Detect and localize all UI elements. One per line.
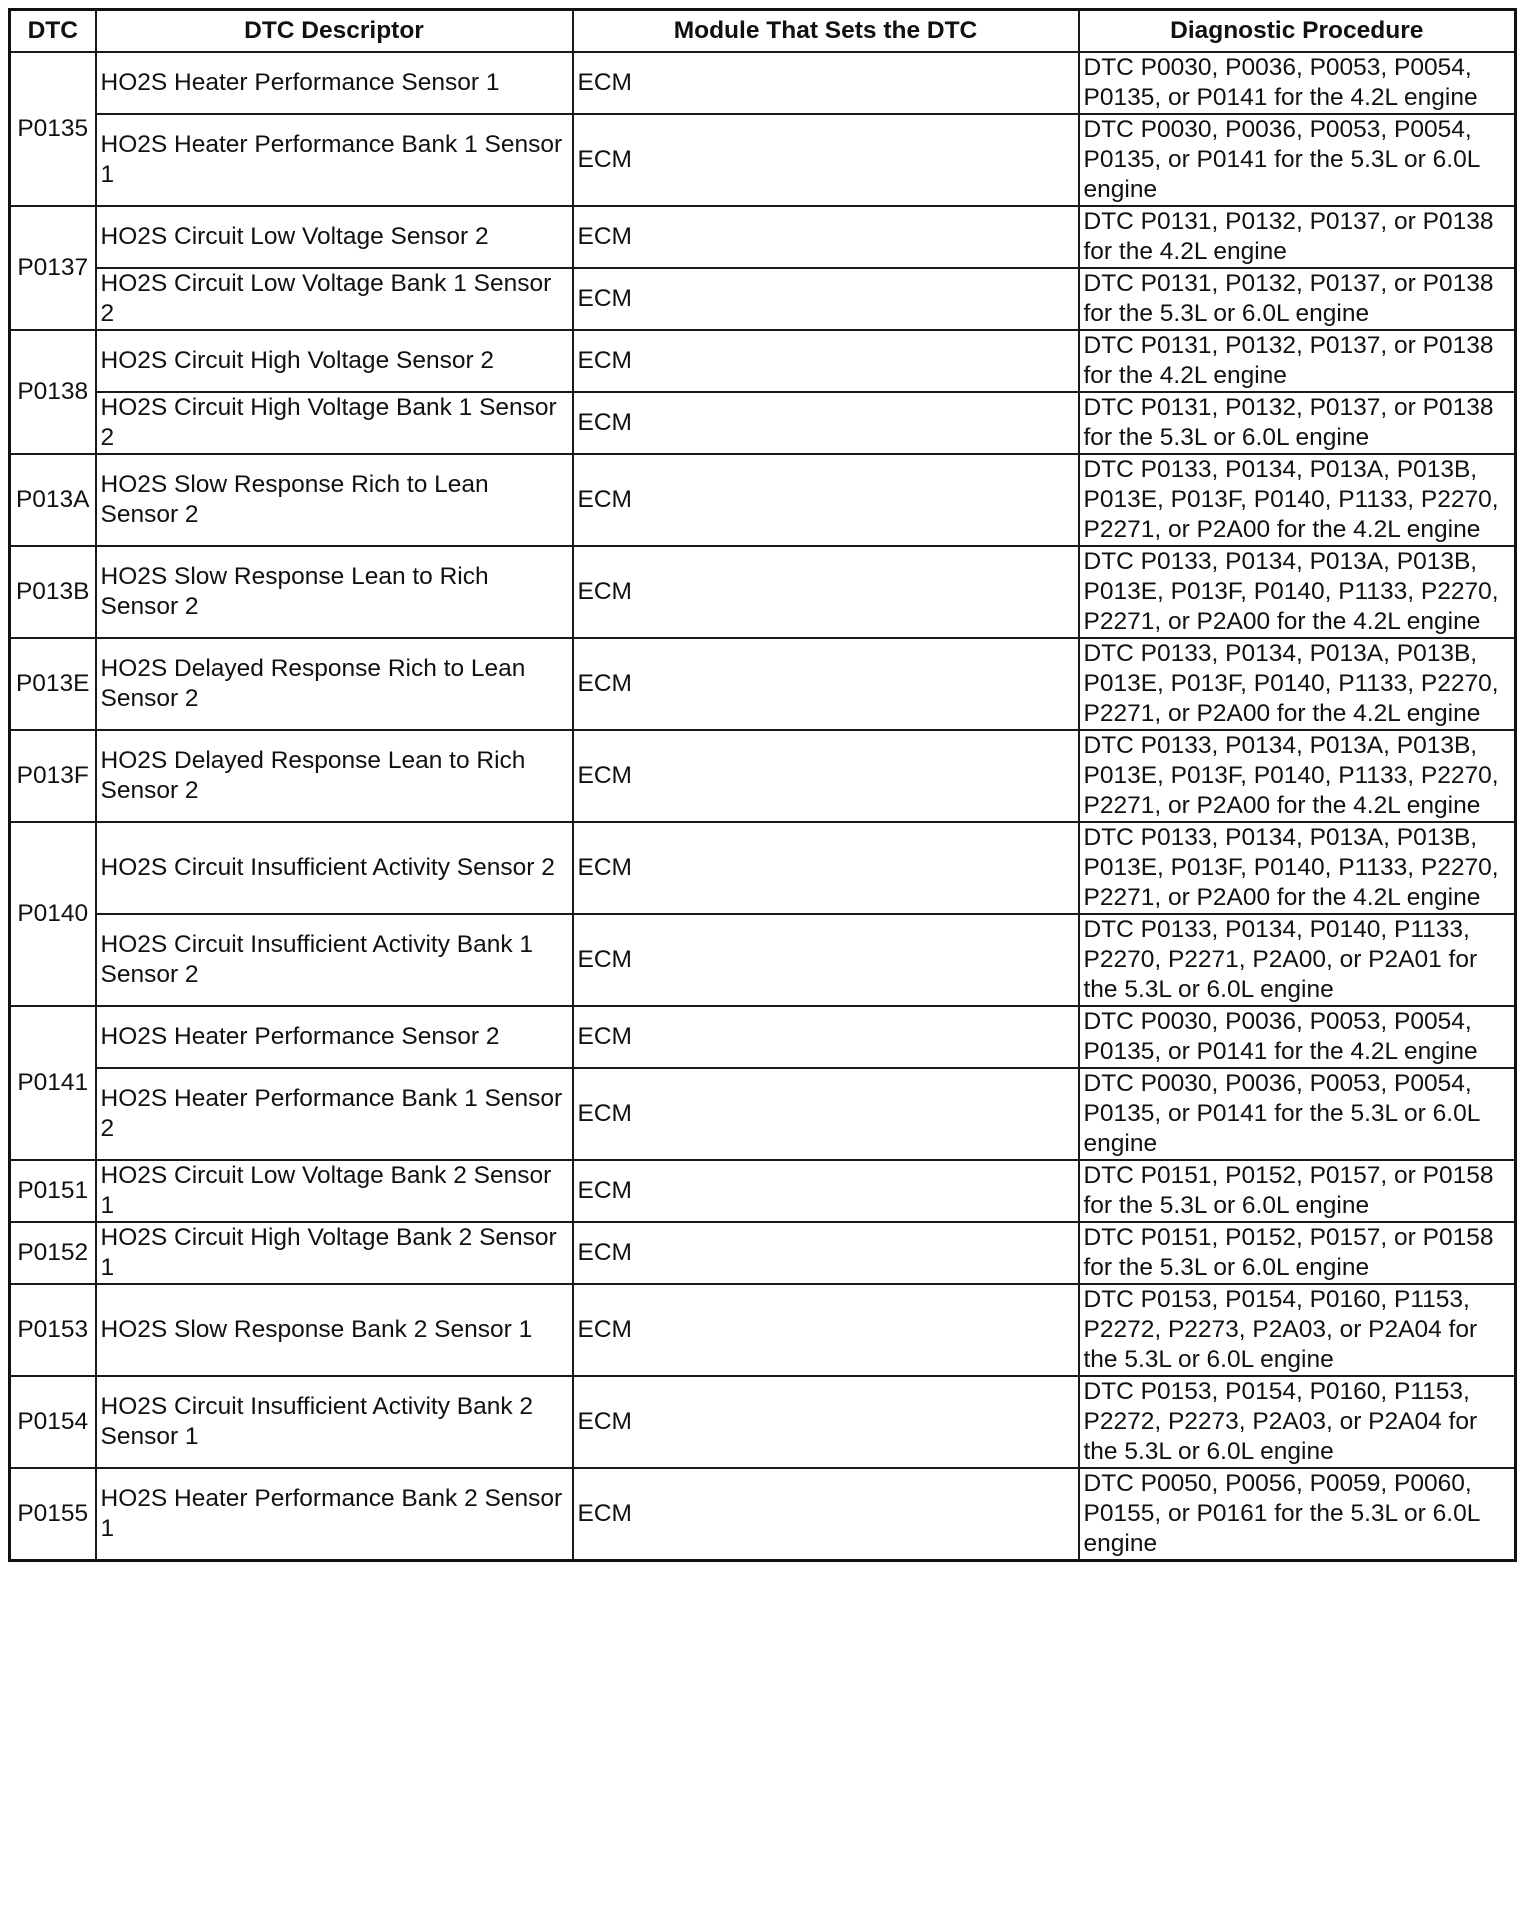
dtc-code-cell: P0137 bbox=[10, 206, 96, 330]
header-row bbox=[10, 10, 1516, 53]
module-cell: ECM bbox=[573, 1222, 1079, 1284]
diagnostic-procedure-cell: DTC P0030, P0036, P0053, P0054, P0135, or P0141 for the 4.2L engine bbox=[1079, 52, 1516, 114]
table-row bbox=[10, 1068, 1516, 1160]
dtc-code-cell: P0153 bbox=[10, 1284, 96, 1376]
module-cell: ECM bbox=[573, 730, 1079, 822]
dtc-descriptor-cell: HO2S Heater Performance Sensor 1 bbox=[96, 52, 573, 114]
module-cell: ECM bbox=[573, 822, 1079, 914]
dtc-descriptor-cell: HO2S Circuit Low Voltage Bank 2 Sensor 1 bbox=[96, 1160, 573, 1222]
table-row bbox=[10, 52, 1516, 114]
module-cell: ECM bbox=[573, 52, 1079, 114]
diagnostic-procedure-cell: DTC P0030, P0036, P0053, P0054, P0135, or P0141 for the 4.2L engine bbox=[1079, 1006, 1516, 1068]
diagnostic-procedure-cell: DTC P0153, P0154, P0160, P1153, P2272, P2273, P2A03, or P2A04 for the 5.3L or 6.0L engine bbox=[1079, 1376, 1516, 1468]
header-dtc-descriptor: DTC Descriptor bbox=[96, 10, 573, 53]
dtc-descriptor-cell: HO2S Circuit Insufficient Activity Bank 1 Sensor 2 bbox=[96, 914, 573, 1006]
dtc-descriptor-cell: HO2S Circuit Insufficient Activity Bank 2 Sensor 1 bbox=[96, 1376, 573, 1468]
diagnostic-procedure-cell: DTC P0050, P0056, P0059, P0060, P0155, or P0161 for the 5.3L or 6.0L engine bbox=[1079, 1468, 1516, 1561]
dtc-code-cell: P0151 bbox=[10, 1160, 96, 1222]
module-cell: ECM bbox=[573, 392, 1079, 454]
dtc-descriptor-cell: HO2S Delayed Response Rich to Lean Sensor 2 bbox=[96, 638, 573, 730]
table-row bbox=[10, 638, 1516, 730]
diagnostic-procedure-cell: DTC P0133, P0134, P0140, P1133, P2270, P2271, P2A00, or P2A01 for the 5.3L or 6.0L engine bbox=[1079, 914, 1516, 1006]
module-cell: ECM bbox=[573, 1006, 1079, 1068]
dtc-descriptor-cell: HO2S Circuit Low Voltage Bank 1 Sensor 2 bbox=[96, 268, 573, 330]
diagnostic-procedure-cell: DTC P0133, P0134, P013A, P013B, P013E, P013F, P0140, P1133, P2270, P2271, or P2A00 for the 4.2L engine bbox=[1079, 822, 1516, 914]
module-cell: ECM bbox=[573, 1284, 1079, 1376]
dtc-code-cell: P0140 bbox=[10, 822, 96, 1006]
module-cell: ECM bbox=[573, 114, 1079, 206]
dtc-code-cell: P0152 bbox=[10, 1222, 96, 1284]
table-body bbox=[10, 52, 1516, 1561]
dtc-code-cell: P013E bbox=[10, 638, 96, 730]
diagnostic-procedure-cell: DTC P0030, P0036, P0053, P0054, P0135, or P0141 for the 5.3L or 6.0L engine bbox=[1079, 114, 1516, 206]
module-cell: ECM bbox=[573, 206, 1079, 268]
dtc-code-cell: P013B bbox=[10, 546, 96, 638]
dtc-code-cell: P013F bbox=[10, 730, 96, 822]
diagnostic-procedure-cell: DTC P0151, P0152, P0157, or P0158 for the 5.3L or 6.0L engine bbox=[1079, 1222, 1516, 1284]
module-cell: ECM bbox=[573, 1376, 1079, 1468]
module-cell: ECM bbox=[573, 454, 1079, 546]
table-row bbox=[10, 330, 1516, 392]
table-row bbox=[10, 268, 1516, 330]
table-row bbox=[10, 1284, 1516, 1376]
module-cell: ECM bbox=[573, 268, 1079, 330]
table-row bbox=[10, 1160, 1516, 1222]
module-cell: ECM bbox=[573, 638, 1079, 730]
dtc-descriptor-cell: HO2S Slow Response Lean to Rich Sensor 2 bbox=[96, 546, 573, 638]
module-cell: ECM bbox=[573, 1160, 1079, 1222]
diagnostic-procedure-cell: DTC P0131, P0132, P0137, or P0138 for the 5.3L or 6.0L engine bbox=[1079, 392, 1516, 454]
dtc-descriptor-cell: HO2S Delayed Response Lean to Rich Sensor 2 bbox=[96, 730, 573, 822]
diagnostic-procedure-cell: DTC P0030, P0036, P0053, P0054, P0135, or P0141 for the 5.3L or 6.0L engine bbox=[1079, 1068, 1516, 1160]
table-row bbox=[10, 454, 1516, 546]
diagnostic-procedure-cell: DTC P0153, P0154, P0160, P1153, P2272, P2273, P2A03, or P2A04 for the 5.3L or 6.0L engine bbox=[1079, 1284, 1516, 1376]
dtc-descriptor-cell: HO2S Circuit High Voltage Bank 1 Sensor 2 bbox=[96, 392, 573, 454]
table-row bbox=[10, 206, 1516, 268]
diagnostic-procedure-cell: DTC P0131, P0132, P0137, or P0138 for the 4.2L engine bbox=[1079, 206, 1516, 268]
dtc-code-cell: P0154 bbox=[10, 1376, 96, 1468]
header-dtc: DTC bbox=[10, 10, 96, 53]
dtc-code-cell: P0155 bbox=[10, 1468, 96, 1561]
table-row bbox=[10, 1468, 1516, 1561]
table-row bbox=[10, 1006, 1516, 1068]
table-row bbox=[10, 1376, 1516, 1468]
module-cell: ECM bbox=[573, 1468, 1079, 1561]
dtc-descriptor-cell: HO2S Circuit High Voltage Bank 2 Sensor 1 bbox=[96, 1222, 573, 1284]
table-row bbox=[10, 114, 1516, 206]
diagnostic-procedure-cell: DTC P0133, P0134, P013A, P013B, P013E, P013F, P0140, P1133, P2270, P2271, or P2A00 for the 4.2L engine bbox=[1079, 730, 1516, 822]
dtc-descriptor-cell: HO2S Circuit Insufficient Activity Sensor 2 bbox=[96, 822, 573, 914]
dtc-descriptor-cell: HO2S Heater Performance Bank 2 Sensor 1 bbox=[96, 1468, 573, 1561]
dtc-code-cell: P0135 bbox=[10, 52, 96, 206]
dtc-descriptor-cell: HO2S Circuit Low Voltage Sensor 2 bbox=[96, 206, 573, 268]
dtc-descriptor-cell: HO2S Slow Response Bank 2 Sensor 1 bbox=[96, 1284, 573, 1376]
module-cell: ECM bbox=[573, 914, 1079, 1006]
header-diagnostic-procedure: Diagnostic Procedure bbox=[1079, 10, 1516, 53]
dtc-descriptor-cell: HO2S Heater Performance Bank 1 Sensor 2 bbox=[96, 1068, 573, 1160]
dtc-descriptor-cell: HO2S Heater Performance Bank 1 Sensor 1 bbox=[96, 114, 573, 206]
dtc-code-cell: P0141 bbox=[10, 1006, 96, 1160]
dtc-code-cell: P013A bbox=[10, 454, 96, 546]
header-module: Module That Sets the DTC bbox=[573, 10, 1079, 53]
table-row bbox=[10, 1222, 1516, 1284]
diagnostic-procedure-cell: DTC P0151, P0152, P0157, or P0158 for the 5.3L or 6.0L engine bbox=[1079, 1160, 1516, 1222]
table-row bbox=[10, 822, 1516, 914]
dtc-descriptor-cell: HO2S Slow Response Rich to Lean Sensor 2 bbox=[96, 454, 573, 546]
diagnostic-procedure-cell: DTC P0133, P0134, P013A, P013B, P013E, P013F, P0140, P1133, P2270, P2271, or P2A00 for the 4.2L engine bbox=[1079, 454, 1516, 546]
diagnostic-procedure-cell: DTC P0131, P0132, P0137, or P0138 for the 4.2L engine bbox=[1079, 330, 1516, 392]
table-row bbox=[10, 914, 1516, 1006]
table-row bbox=[10, 546, 1516, 638]
dtc-descriptor-cell: HO2S Heater Performance Sensor 2 bbox=[96, 1006, 573, 1068]
table-row bbox=[10, 392, 1516, 454]
diagnostic-procedure-cell: DTC P0133, P0134, P013A, P013B, P013E, P013F, P0140, P1133, P2270, P2271, or P2A00 for the 4.2L engine bbox=[1079, 546, 1516, 638]
module-cell: ECM bbox=[573, 546, 1079, 638]
dtc-table bbox=[8, 8, 1517, 1562]
diagnostic-procedure-cell: DTC P0133, P0134, P013A, P013B, P013E, P013F, P0140, P1133, P2270, P2271, or P2A00 for the 4.2L engine bbox=[1079, 638, 1516, 730]
module-cell: ECM bbox=[573, 1068, 1079, 1160]
module-cell: ECM bbox=[573, 330, 1079, 392]
diagnostic-procedure-cell: DTC P0131, P0132, P0137, or P0138 for the 5.3L or 6.0L engine bbox=[1079, 268, 1516, 330]
dtc-code-cell: P0138 bbox=[10, 330, 96, 454]
table-row bbox=[10, 730, 1516, 822]
dtc-descriptor-cell: HO2S Circuit High Voltage Sensor 2 bbox=[96, 330, 573, 392]
